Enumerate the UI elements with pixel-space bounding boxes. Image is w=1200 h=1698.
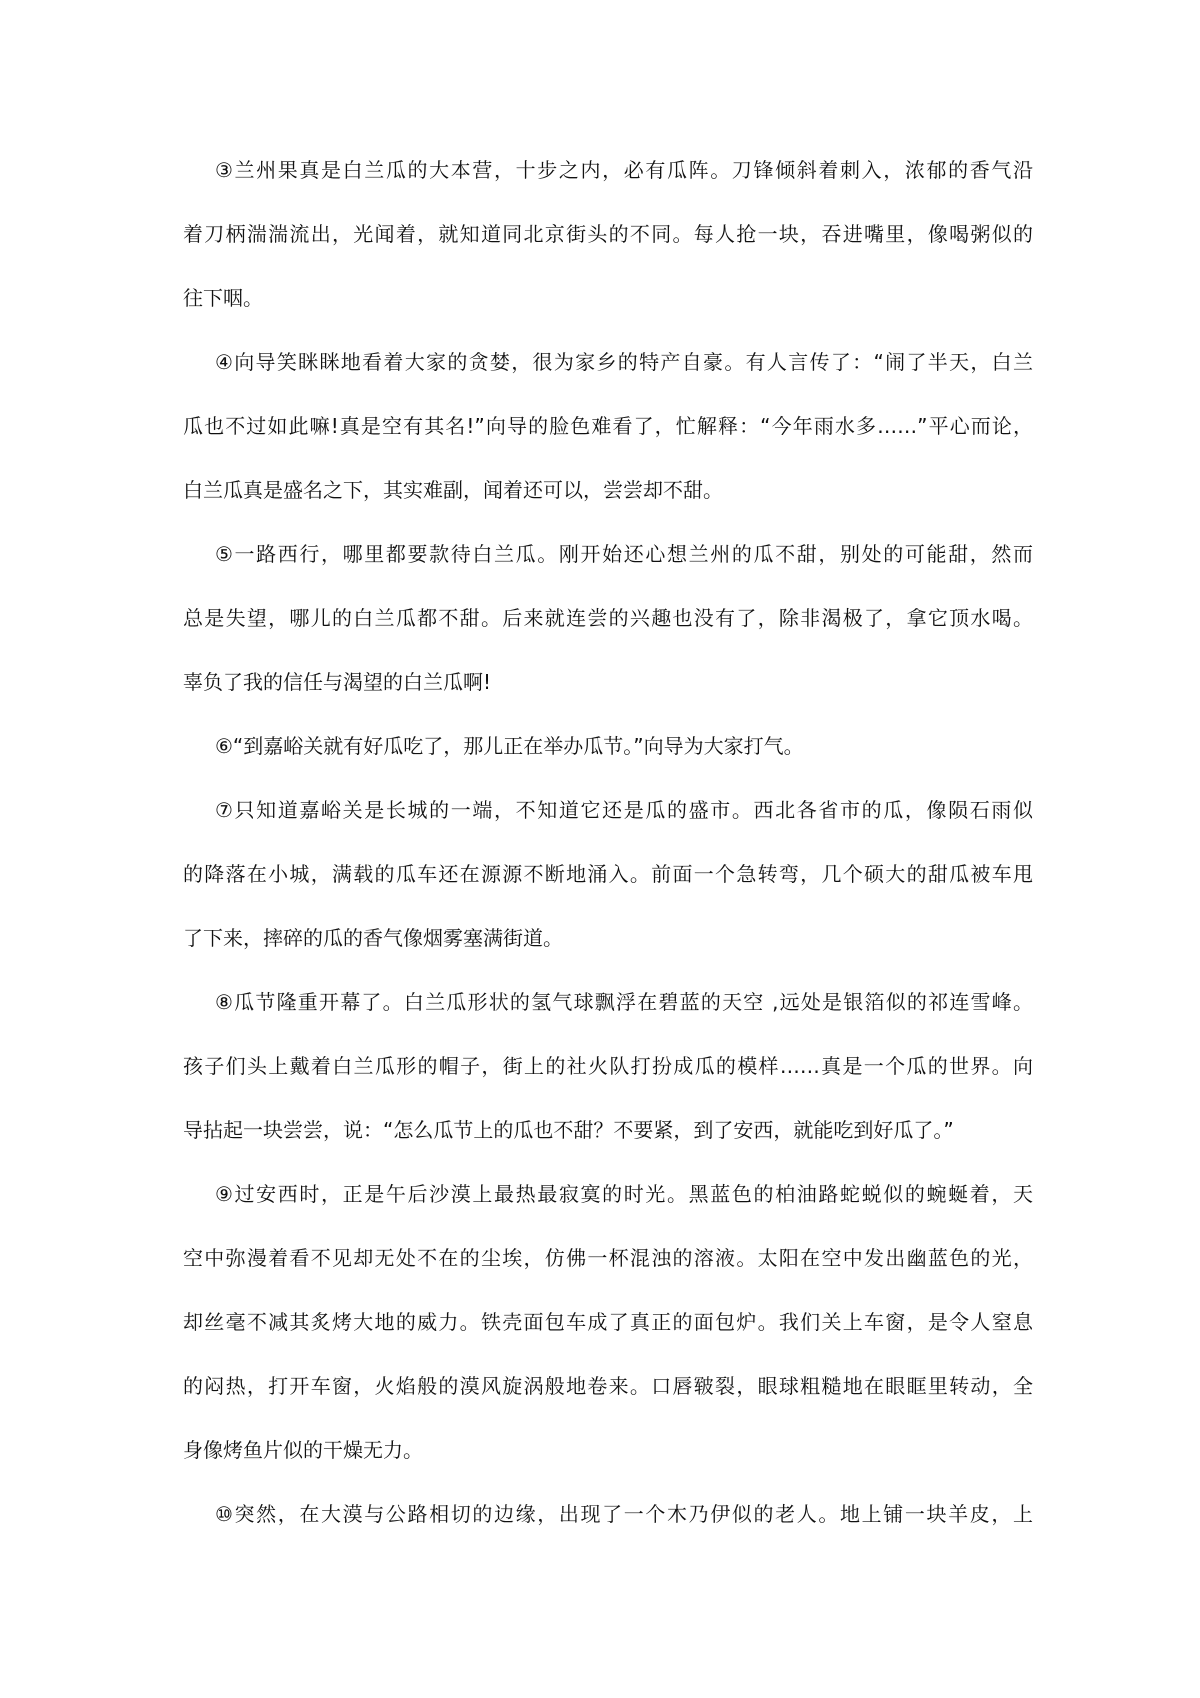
text-line: 导拈起一块尝尝，说：“怎么瓜节上的瓜也不甜？不要紧，到了安西，就能吃到好瓜了。” <box>183 1118 954 1142</box>
paragraph-10 <box>183 1502 1033 1566</box>
text-line: ⑧瓜节隆重开幕了。白兰瓜形状的氢气球飘浮在碧蓝的天空 ,远处是银箔似的祁连雪峰。 <box>215 990 1033 1014</box>
text-line: 孩子们头上戴着白兰瓜形的帽子，街上的社火队打扮成瓜的模样……真是一个瓜的世界。向 <box>183 1054 1033 1078</box>
text-line: 白兰瓜真是盛名之下，其实难副，闻着还可以，尝尝却不甜。 <box>183 478 723 502</box>
paragraph-4 <box>183 350 1033 542</box>
text-line: 着刀柄湍湍流出，光闻着，就知道同北京街头的不同。每人抢一块，吞进嘴里，像喝粥似的 <box>183 222 1033 246</box>
text-line: ⑦只知道嘉峪关是长城的一端，不知道它还是瓜的盛市。西北各省市的瓜，像陨石雨似 <box>215 798 1033 822</box>
text-line: ⑥“到嘉峪关就有好瓜吃了，那儿正在举办瓜节。”向导为大家打气。 <box>215 734 804 758</box>
text-line: 瓜也不过如此嘛!真是空有其名!”向导的脸色难看了，忙解释：“今年雨水多……”平心而论， <box>183 414 1033 438</box>
paragraph-3 <box>183 158 1033 350</box>
document-body <box>183 158 1033 1566</box>
text-line: 的闷热，打开车窗，火焰般的漠风旋涡般地卷来。口唇皲裂，眼球粗糙地在眼眶里转动，全 <box>183 1374 1033 1398</box>
text-line: 身像烤鱼片似的干燥无力。 <box>183 1438 423 1462</box>
text-line: 的降落在小城，满载的瓜车还在源源不断地涌入。前面一个急转弯，几个硕大的甜瓜被车甩 <box>183 862 1033 886</box>
text-line: 总是失望，哪儿的白兰瓜都不甜。后来就连尝的兴趣也没有了，除非渴极了，拿它顶水喝。 <box>183 606 1033 630</box>
text-line: ③兰州果真是白兰瓜的大本营，十步之内，必有瓜阵。刀锋倾斜着刺入，浓郁的香气沿 <box>215 158 1033 182</box>
text-line: ⑨过安西时，正是午后沙漠上最热最寂寞的时光。黑蓝色的柏油路蛇蜕似的蜿蜒着，天 <box>215 1182 1033 1206</box>
text-line: 却丝毫不减其炙烤大地的威力。铁壳面包车成了真正的面包炉。我们关上车窗，是令人窒息 <box>183 1310 1033 1334</box>
text-line: ⑩突然，在大漠与公路相切的边缘，出现了一个木乃伊似的老人。地上铺一块羊皮，上 <box>215 1502 1033 1526</box>
paragraph-9 <box>183 1182 1033 1502</box>
text-line: 了下来，摔碎的瓜的香气像烟雾塞满街道。 <box>183 926 563 950</box>
text-line: 辜负了我的信任与渴望的白兰瓜啊! <box>183 670 492 694</box>
paragraph-7 <box>183 798 1033 990</box>
paragraph-6 <box>183 734 1033 798</box>
paragraph-5 <box>183 542 1033 734</box>
text-line: 往下咽。 <box>183 286 263 310</box>
text-line: ⑤一路西行，哪里都要款待白兰瓜。刚开始还心想兰州的瓜不甜，别处的可能甜，然而 <box>215 542 1033 566</box>
paragraph-8 <box>183 990 1033 1182</box>
text-line: 空中弥漫着看不见却无处不在的尘埃，仿佛一杯混浊的溶液。太阳在空中发出幽蓝色的光， <box>183 1246 1033 1270</box>
text-line: ④向导笑眯眯地看着大家的贪婪，很为家乡的特产自豪。有人言传了：“闹了半天，白兰 <box>215 350 1033 374</box>
